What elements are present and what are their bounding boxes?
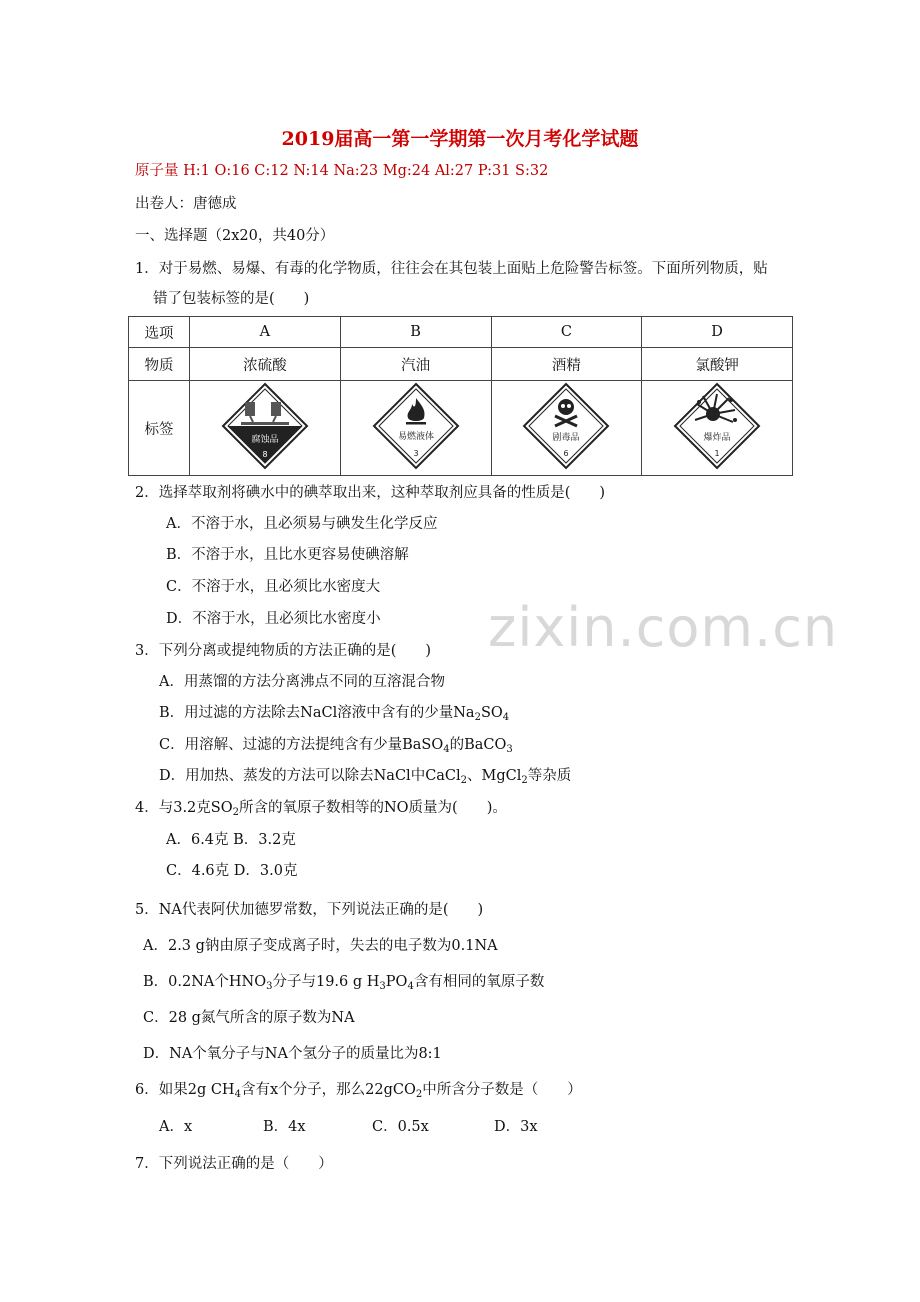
page-title: 2019届高一第一学期第一次月考化学试题 <box>281 128 639 150</box>
table-cell: 酒精 <box>491 348 642 381</box>
q2-option-d: D．不溶于水，且必须比水密度小 <box>166 611 381 627</box>
q4-options-cd: C．4.6克 D．3.0克 <box>166 863 298 879</box>
table-cell: 汽油 <box>340 348 491 381</box>
explosion-icon <box>673 382 761 470</box>
q3-stem: 3．下列分离或提纯物质的方法正确的是( ) <box>135 643 432 659</box>
table-cell: 浓硫酸 <box>190 348 341 381</box>
q4-stem: 4．与3.2克$SO_2$所含的氧原子数相等的NO质量为( )。 <box>135 800 507 818</box>
author-line: 出卷人：唐德成 <box>135 196 237 212</box>
section-heading: 一、选择题（2x20，共40分） <box>135 228 335 244</box>
skull-icon <box>522 382 610 470</box>
q2-option-a: A．不溶于水，且必须易与碘发生化学反应 <box>166 516 438 532</box>
q2-option-b: B．不溶于水，且比水更容易使碘溶解 <box>166 547 409 563</box>
atomic-mass-line: 原子量 H:1 O:16 C:12 N:14 Na:23 Mg:24 Al:27 P:31 S:32 <box>135 163 549 179</box>
table-cell <box>642 381 793 476</box>
table-cell: 物质 <box>129 348 190 381</box>
q5-stem: 5．NA代表阿伏加德罗常数，下列说法正确的是( ) <box>135 902 484 918</box>
q5-option-d: D．NA个氧分子与NA个氢分子的质量比为8:1 <box>143 1046 442 1062</box>
q1-stem-line2: 错了包装标签的是( ) <box>153 291 310 307</box>
table-cell: B <box>340 317 491 348</box>
q7-stem: 7．下列说法正确的是（ ） <box>135 1156 333 1172</box>
q3-option-a: A．用蒸馏的方法分离沸点不同的互溶混合物 <box>159 674 445 690</box>
q6-stem: 6．如果2g $CH_4$含有x个分子，那么22gCO$_2$中所含分子数是（ ） <box>135 1082 582 1100</box>
q3-option-d: D．用加热、蒸发的方法可以除去NaCl中CaCl$_2$、MgCl$_2$等杂质 <box>159 768 572 786</box>
q2-stem: 2．选择萃取剂将碘水中的碘萃取出来，这种萃取剂应具备的性质是( ) <box>135 485 606 501</box>
q3-option-c: C．用溶解、过滤的方法提纯含有少量BaSO$_4$的BaCO$_3$ <box>159 737 513 755</box>
corrosive-class-number: 8 <box>262 450 268 459</box>
q6-option-a: A．x <box>159 1119 193 1135</box>
table-cell: 氯酸钾 <box>642 348 793 381</box>
watermark: zixin.com.cn <box>488 596 839 659</box>
table-cell <box>340 381 491 476</box>
flame-class-number: 3 <box>413 449 419 458</box>
flame-icon <box>372 382 460 470</box>
corrosive-icon <box>221 382 309 470</box>
corrosive-label-text: 腐蚀品 <box>251 435 279 445</box>
q5-option-b: B．0.2NA个$HNO_3$分子与19.6 g $H_3PO_4$含有相同的氧原子数 <box>143 974 545 992</box>
explosive-class-number: 1 <box>714 449 720 458</box>
table-cell: 标签 <box>129 381 190 476</box>
toxic-class-number: 6 <box>563 449 569 458</box>
table-cell <box>190 381 341 476</box>
q1-stem-line1: 1．对于易燃、易爆、有毒的化学物质，往往会在其包装上面贴上危险警告标签。下面所列物质，贴 <box>135 261 768 277</box>
toxic-label-text: 剧毒品 <box>552 433 580 443</box>
flame-label-text: 易燃液体 <box>397 432 434 442</box>
q5-option-c: C．28 g氮气所含的原子数为NA <box>143 1010 355 1026</box>
q6-option-b: B．4x <box>263 1119 306 1135</box>
q6-option-d: D．3x <box>494 1119 538 1135</box>
q6-option-c: C．0.5x <box>372 1119 429 1135</box>
table-cell: 选项 <box>129 317 190 348</box>
hazard-label-table <box>128 316 793 476</box>
table-cell: D <box>642 317 793 348</box>
q3-option-b: B．用过滤的方法除去NaCl溶液中含有的少量$Na_2SO_4$ <box>159 705 510 723</box>
q2-option-c: C．不溶于水，且必须比水密度大 <box>166 579 381 595</box>
table-row <box>129 317 793 348</box>
table-row <box>129 348 793 381</box>
table-cell: A <box>190 317 341 348</box>
table-cell <box>491 381 642 476</box>
explosive-label-text: 爆炸品 <box>703 433 731 443</box>
q5-option-a: A．2.3 g钠由原子变成离子时，失去的电子数为0.1NA <box>143 938 498 954</box>
table-row <box>129 381 793 476</box>
q4-options-ab: A．6.4克 B．3.2克 <box>166 832 296 848</box>
table-cell: C <box>491 317 642 348</box>
